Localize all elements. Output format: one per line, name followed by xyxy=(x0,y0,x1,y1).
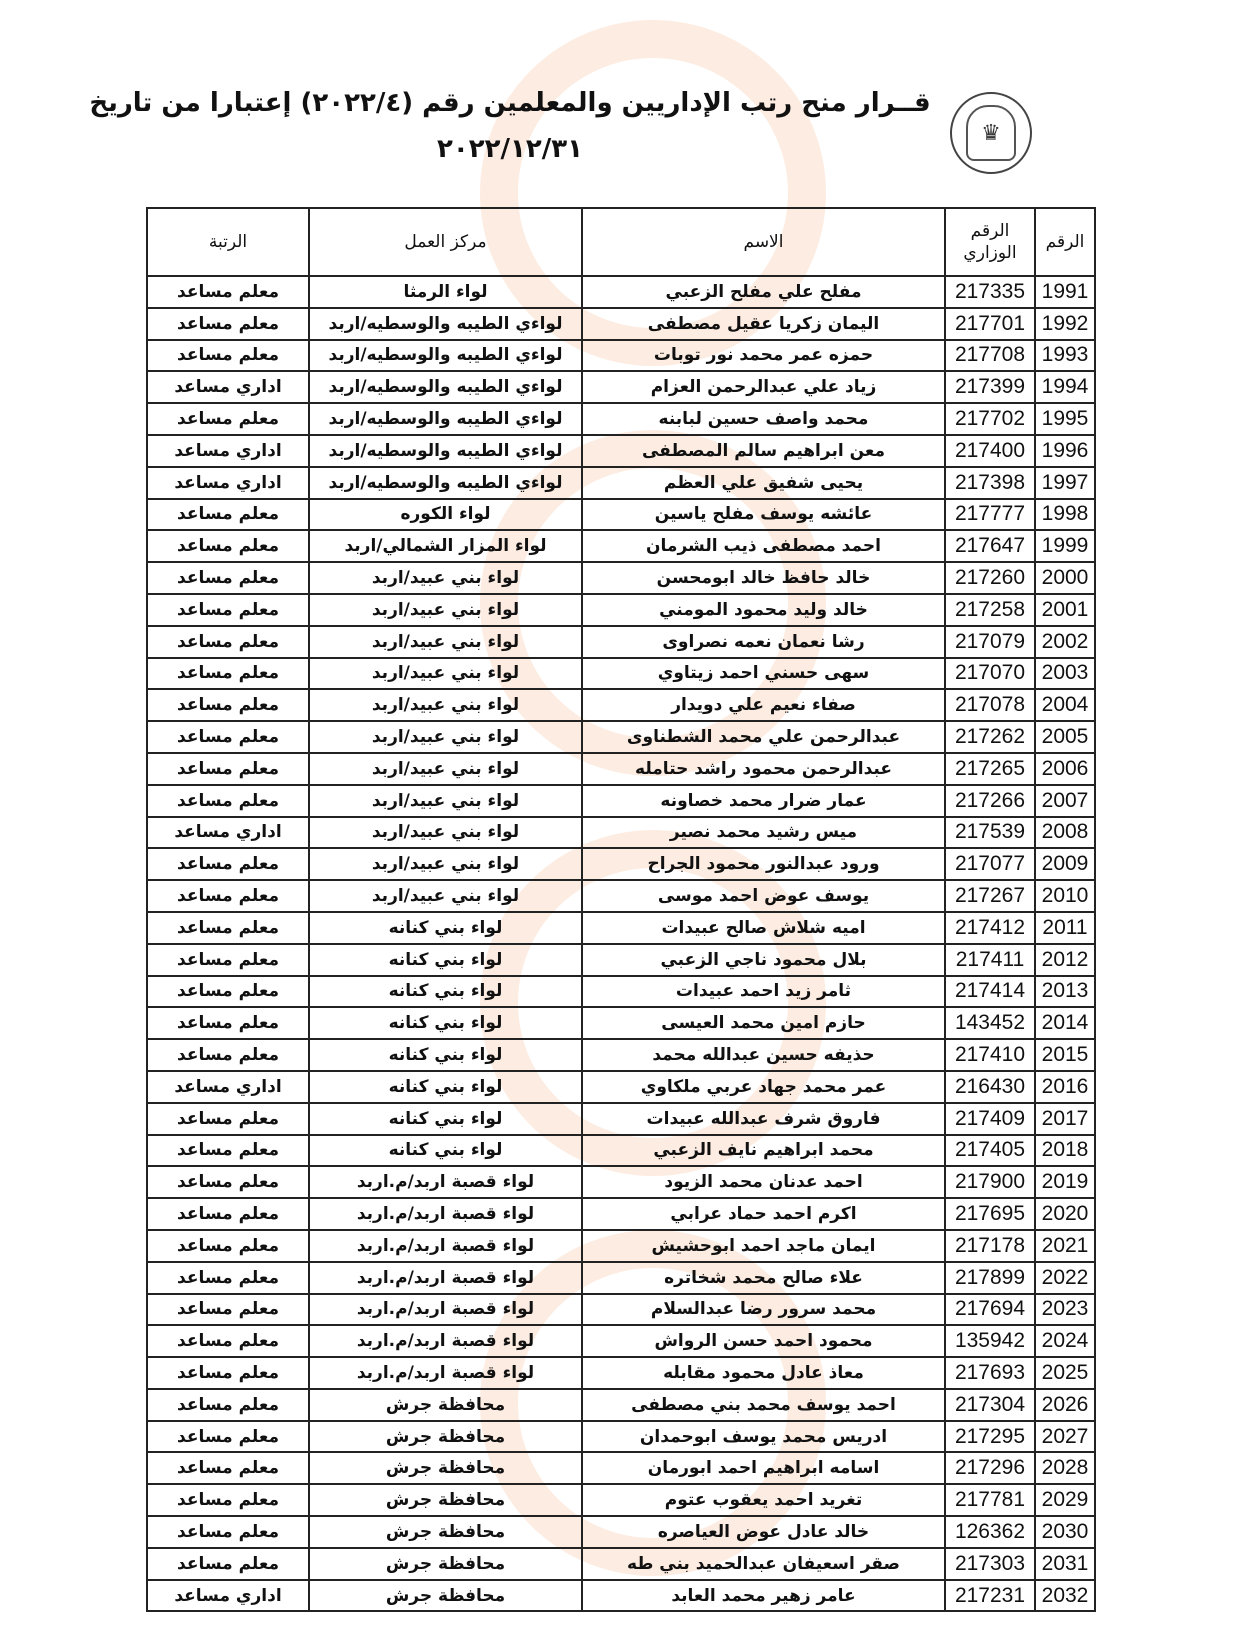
rank: معلم مساعد xyxy=(147,880,309,912)
table-row xyxy=(147,721,1095,753)
workplace: لواءي الطيبه والوسطيه/اربد xyxy=(309,308,582,340)
employee-name: حمزه عمر محمد نور توبات xyxy=(582,340,945,372)
col-header-name: الاسم xyxy=(582,208,945,276)
workplace: لواء بني كنانه xyxy=(309,1135,582,1167)
employee-name: خالد حافظ خالد ابومحسن xyxy=(582,562,945,594)
row-number: 2010 xyxy=(1035,880,1095,912)
rank: اداري مساعد xyxy=(147,1580,309,1612)
rank: معلم مساعد xyxy=(147,785,309,817)
row-number: 2015 xyxy=(1035,1039,1095,1071)
table-row xyxy=(147,1389,1095,1421)
ministry-number: 217399 xyxy=(945,371,1035,403)
workplace: لواءي الطيبه والوسطيه/اربد xyxy=(309,403,582,435)
ministry-number: 216430 xyxy=(945,1071,1035,1103)
row-number: 2020 xyxy=(1035,1198,1095,1230)
table-row xyxy=(147,753,1095,785)
employee-name: عبدالرحمن علي محمد الشطناوى xyxy=(582,721,945,753)
rank: معلم مساعد xyxy=(147,1135,309,1167)
col-header-no: الرقم xyxy=(1035,208,1095,276)
workplace: لواء بني عبيد/اربد xyxy=(309,753,582,785)
employee-name: عمار ضرار محمد خصاونه xyxy=(582,785,945,817)
table-row xyxy=(147,1198,1095,1230)
table-row xyxy=(147,1516,1095,1548)
ministry-number: 217647 xyxy=(945,530,1035,562)
ministry-number: 217411 xyxy=(945,944,1035,976)
col-header-workplace: مركز العمل xyxy=(309,208,582,276)
row-number: 2016 xyxy=(1035,1071,1095,1103)
table-row xyxy=(147,976,1095,1008)
ministry-number: 217267 xyxy=(945,880,1035,912)
rank: اداري مساعد xyxy=(147,371,309,403)
table-row xyxy=(147,435,1095,467)
employee-name: خالد عادل عوض العياصره xyxy=(582,1516,945,1548)
employee-name: اسامه ابراهيم احمد ابورمان xyxy=(582,1452,945,1484)
row-number: 2017 xyxy=(1035,1103,1095,1135)
table-row xyxy=(147,1294,1095,1326)
row-number: 2008 xyxy=(1035,817,1095,849)
workplace: لواءي الطيبه والوسطيه/اربد xyxy=(309,435,582,467)
table-row xyxy=(147,1325,1095,1357)
ministry-number: 126362 xyxy=(945,1516,1035,1548)
rank: معلم مساعد xyxy=(147,340,309,372)
workplace: لواء بني كنانه xyxy=(309,944,582,976)
row-number: 1995 xyxy=(1035,403,1095,435)
employee-name: علاء صالح محمد شخاتره xyxy=(582,1262,945,1294)
workplace: لواء بني عبيد/اربد xyxy=(309,658,582,690)
workplace: لواء بني كنانه xyxy=(309,912,582,944)
document-title: قــرار منح رتب الإداريين والمعلمين رقم (٢٠٢٢/٤) إعتبارا من تاريخ xyxy=(89,88,931,118)
ranks-table xyxy=(146,207,1096,1612)
employee-name: عبدالرحمن محمود راشد حتامله xyxy=(582,753,945,785)
row-number: 2011 xyxy=(1035,912,1095,944)
rank: معلم مساعد xyxy=(147,1262,309,1294)
workplace: لواء قصبة اربد/م.اربد xyxy=(309,1325,582,1357)
workplace: لواء بني كنانه xyxy=(309,1007,582,1039)
row-number: 2024 xyxy=(1035,1325,1095,1357)
row-number: 2028 xyxy=(1035,1452,1095,1484)
row-number: 2018 xyxy=(1035,1135,1095,1167)
rank: معلم مساعد xyxy=(147,1039,309,1071)
ministry-number: 217070 xyxy=(945,658,1035,690)
workplace: لواءي الطيبه والوسطيه/اربد xyxy=(309,340,582,372)
row-number: 2004 xyxy=(1035,689,1095,721)
ministry-number: 217078 xyxy=(945,689,1035,721)
table-row xyxy=(147,562,1095,594)
workplace: لواء بني عبيد/اربد xyxy=(309,880,582,912)
ministry-number: 217258 xyxy=(945,594,1035,626)
employee-name: اميه شلاش صالح عبيدات xyxy=(582,912,945,944)
employee-name: يوسف عوض احمد موسى xyxy=(582,880,945,912)
rank: معلم مساعد xyxy=(147,1548,309,1580)
ministry-number: 217304 xyxy=(945,1389,1035,1421)
table-row xyxy=(147,880,1095,912)
workplace: لواء بني عبيد/اربد xyxy=(309,626,582,658)
workplace: محافظة جرش xyxy=(309,1580,582,1612)
row-number: 1997 xyxy=(1035,467,1095,499)
row-number: 2030 xyxy=(1035,1516,1095,1548)
ministry-number: 217412 xyxy=(945,912,1035,944)
ministry-number: 217899 xyxy=(945,1262,1035,1294)
row-number: 2032 xyxy=(1035,1580,1095,1612)
table-row xyxy=(147,1452,1095,1484)
row-number: 2023 xyxy=(1035,1294,1095,1326)
ministry-number: 217303 xyxy=(945,1548,1035,1580)
table-row xyxy=(147,1421,1095,1453)
employee-name: ايمان ماجد احمد ابوحشيش xyxy=(582,1230,945,1262)
rank: اداري مساعد xyxy=(147,817,309,849)
employee-name: اليمان زكريا عقيل مصطفى xyxy=(582,308,945,340)
employee-name: عائشه يوسف مفلح ياسين xyxy=(582,499,945,531)
rank: معلم مساعد xyxy=(147,530,309,562)
ministry-number: 217694 xyxy=(945,1294,1035,1326)
ministry-number: 217335 xyxy=(945,276,1035,308)
ministry-number: 217079 xyxy=(945,626,1035,658)
table-row xyxy=(147,817,1095,849)
table-header-row xyxy=(147,208,1095,276)
ministry-number: 217702 xyxy=(945,403,1035,435)
table-row xyxy=(147,1262,1095,1294)
col-header-ministry-no: الرقم الوزاري xyxy=(945,208,1035,276)
workplace: محافظة جرش xyxy=(309,1389,582,1421)
rank: معلم مساعد xyxy=(147,1198,309,1230)
rank: معلم مساعد xyxy=(147,1452,309,1484)
table-row xyxy=(147,626,1095,658)
ministry-number: 217260 xyxy=(945,562,1035,594)
col-header-rank: الرتبة xyxy=(147,208,309,276)
employee-name: صقر اسعيفان عبدالحميد بني طه xyxy=(582,1548,945,1580)
rank: معلم مساعد xyxy=(147,976,309,1008)
table-row xyxy=(147,403,1095,435)
workplace: لواء بني كنانه xyxy=(309,1103,582,1135)
workplace: لواء بني عبيد/اربد xyxy=(309,689,582,721)
workplace: لواءي الطيبه والوسطيه/اربد xyxy=(309,467,582,499)
employee-name: محمود احمد حسن الرواش xyxy=(582,1325,945,1357)
ministry-number: 217398 xyxy=(945,467,1035,499)
ministry-number: 217777 xyxy=(945,499,1035,531)
workplace: محافظة جرش xyxy=(309,1421,582,1453)
workplace: لواء قصبة اربد/م.اربد xyxy=(309,1198,582,1230)
workplace: لواء الكوره xyxy=(309,499,582,531)
table-row xyxy=(147,1007,1095,1039)
rank: معلم مساعد xyxy=(147,1389,309,1421)
row-number: 2003 xyxy=(1035,658,1095,690)
table-row xyxy=(147,1484,1095,1516)
ministry-number: 217405 xyxy=(945,1135,1035,1167)
rank: معلم مساعد xyxy=(147,562,309,594)
ministry-number: 135942 xyxy=(945,1325,1035,1357)
employee-name: خالد وليد محمود المومني xyxy=(582,594,945,626)
employee-name: فاروق شرف عبدالله عبيدات xyxy=(582,1103,945,1135)
ministry-number: 143452 xyxy=(945,1007,1035,1039)
ministry-number: 217077 xyxy=(945,848,1035,880)
ministry-number: 217262 xyxy=(945,721,1035,753)
table-row xyxy=(147,1580,1095,1612)
ministry-number: 217410 xyxy=(945,1039,1035,1071)
row-number: 2012 xyxy=(1035,944,1095,976)
rank: معلم مساعد xyxy=(147,721,309,753)
ministry-number: 217296 xyxy=(945,1452,1035,1484)
employee-name: احمد مصطفى ذيب الشرمان xyxy=(582,530,945,562)
rank: معلم مساعد xyxy=(147,689,309,721)
table-row xyxy=(147,1357,1095,1389)
employee-name: حذيفه حسين عبدالله محمد xyxy=(582,1039,945,1071)
table-row xyxy=(147,340,1095,372)
row-number: 2025 xyxy=(1035,1357,1095,1389)
row-number: 1993 xyxy=(1035,340,1095,372)
employee-name: محمد سرور رضا عبدالسلام xyxy=(582,1294,945,1326)
table-row xyxy=(147,1135,1095,1167)
ministry-number: 217265 xyxy=(945,753,1035,785)
row-number: 2006 xyxy=(1035,753,1095,785)
row-number: 2031 xyxy=(1035,1548,1095,1580)
employee-name: عامر زهير محمد العابد xyxy=(582,1580,945,1612)
employee-name: يحيى شفيق علي العظم xyxy=(582,467,945,499)
table-row xyxy=(147,1039,1095,1071)
employee-name: محمد واصف حسين لبابنه xyxy=(582,403,945,435)
table-row xyxy=(147,1071,1095,1103)
employee-name: احمد يوسف محمد بني مصطفى xyxy=(582,1389,945,1421)
workplace: لواء الرمثا xyxy=(309,276,582,308)
employee-name: مفلح علي مفلح الزعبي xyxy=(582,276,945,308)
workplace: لواءي الطيبه والوسطيه/اربد xyxy=(309,371,582,403)
table-row xyxy=(147,689,1095,721)
employee-name: ميس رشيد محمد نصير xyxy=(582,817,945,849)
ministry-number: 217266 xyxy=(945,785,1035,817)
rank: معلم مساعد xyxy=(147,1516,309,1548)
employee-name: معاذ عادل محمود مقابله xyxy=(582,1357,945,1389)
table-row xyxy=(147,1103,1095,1135)
workplace: لواء بني كنانه xyxy=(309,1039,582,1071)
rank: معلم مساعد xyxy=(147,1484,309,1516)
ministry-seal-emblem xyxy=(950,92,1032,174)
employee-name: معن ابراهيم سالم المصطفى xyxy=(582,435,945,467)
ministry-number: 217900 xyxy=(945,1166,1035,1198)
row-number: 1999 xyxy=(1035,530,1095,562)
document-date: ٢٠٢٢/١٢/٣١ xyxy=(437,134,583,164)
row-number: 2002 xyxy=(1035,626,1095,658)
employee-name: اكرم احمد حماد عرابي xyxy=(582,1198,945,1230)
ministry-number: 217400 xyxy=(945,435,1035,467)
row-number: 2014 xyxy=(1035,1007,1095,1039)
ministry-number: 217409 xyxy=(945,1103,1035,1135)
rank: معلم مساعد xyxy=(147,1294,309,1326)
workplace: لواء قصبة اربد/م.اربد xyxy=(309,1357,582,1389)
workplace: لواء قصبة اربد/م.اربد xyxy=(309,1294,582,1326)
employee-name: صفاء نعيم علي دويدار xyxy=(582,689,945,721)
workplace: لواء بني عبيد/اربد xyxy=(309,848,582,880)
table-row xyxy=(147,1230,1095,1262)
table-row xyxy=(147,308,1095,340)
employee-name: حازم امين محمد العيسى xyxy=(582,1007,945,1039)
employee-name: عمر محمد جهاد عربي ملكاوي xyxy=(582,1071,945,1103)
workplace: لواء قصبة اربد/م.اربد xyxy=(309,1262,582,1294)
table-row xyxy=(147,658,1095,690)
table-row xyxy=(147,276,1095,308)
table-row xyxy=(147,594,1095,626)
ministry-number: 217231 xyxy=(945,1580,1035,1612)
workplace: لواء بني عبيد/اربد xyxy=(309,817,582,849)
row-number: 2022 xyxy=(1035,1262,1095,1294)
table-row xyxy=(147,371,1095,403)
rank: معلم مساعد xyxy=(147,626,309,658)
workplace: محافظة جرش xyxy=(309,1484,582,1516)
row-number: 2019 xyxy=(1035,1166,1095,1198)
ministry-number: 217701 xyxy=(945,308,1035,340)
employee-name: محمد ابراهيم نايف الزعبي xyxy=(582,1135,945,1167)
table-row xyxy=(147,848,1095,880)
ministry-number: 217781 xyxy=(945,1484,1035,1516)
rank: معلم مساعد xyxy=(147,658,309,690)
row-number: 2021 xyxy=(1035,1230,1095,1262)
employee-name: ادريس محمد يوسف ابوحمدان xyxy=(582,1421,945,1453)
row-number: 1996 xyxy=(1035,435,1095,467)
row-number: 2029 xyxy=(1035,1484,1095,1516)
rank: معلم مساعد xyxy=(147,594,309,626)
rank: معلم مساعد xyxy=(147,1421,309,1453)
workplace: لواء بني عبيد/اربد xyxy=(309,594,582,626)
ministry-number: 217695 xyxy=(945,1198,1035,1230)
crown-icon: ♛ xyxy=(966,105,1016,161)
ministry-number: 217414 xyxy=(945,976,1035,1008)
row-number: 2009 xyxy=(1035,848,1095,880)
employee-name: بلال محمود ناجي الزعبي xyxy=(582,944,945,976)
rank: معلم مساعد xyxy=(147,753,309,785)
row-number: 2001 xyxy=(1035,594,1095,626)
row-number: 2000 xyxy=(1035,562,1095,594)
employee-name: تغريد احمد يعقوب عتوم xyxy=(582,1484,945,1516)
row-number: 1994 xyxy=(1035,371,1095,403)
rank: اداري مساعد xyxy=(147,467,309,499)
table-row xyxy=(147,499,1095,531)
workplace: لواء بني عبيد/اربد xyxy=(309,562,582,594)
workplace: لواء بني عبيد/اربد xyxy=(309,721,582,753)
rank: معلم مساعد xyxy=(147,1166,309,1198)
rank: اداري مساعد xyxy=(147,435,309,467)
rank: معلم مساعد xyxy=(147,848,309,880)
workplace: لواء بني كنانه xyxy=(309,976,582,1008)
workplace: محافظة جرش xyxy=(309,1452,582,1484)
row-number: 2013 xyxy=(1035,976,1095,1008)
rank: معلم مساعد xyxy=(147,1325,309,1357)
ministry-number: 217539 xyxy=(945,817,1035,849)
workplace: محافظة جرش xyxy=(309,1548,582,1580)
employee-name: رشا نعمان نعمه نصراوى xyxy=(582,626,945,658)
workplace: لواء بني كنانه xyxy=(309,1071,582,1103)
employee-name: سهى حسني احمد زيتاوي xyxy=(582,658,945,690)
workplace: لواء قصبة اربد/م.اربد xyxy=(309,1166,582,1198)
row-number: 2026 xyxy=(1035,1389,1095,1421)
ministry-number: 217708 xyxy=(945,340,1035,372)
table-row xyxy=(147,1548,1095,1580)
row-number: 2007 xyxy=(1035,785,1095,817)
employee-name: ثامر زيد احمد عبيدات xyxy=(582,976,945,1008)
rank: معلم مساعد xyxy=(147,1007,309,1039)
employee-name: ورود عبدالنور محمود الجراح xyxy=(582,848,945,880)
rank: معلم مساعد xyxy=(147,912,309,944)
rank: معلم مساعد xyxy=(147,1103,309,1135)
ministry-number: 217178 xyxy=(945,1230,1035,1262)
workplace: محافظة جرش xyxy=(309,1516,582,1548)
row-number: 2027 xyxy=(1035,1421,1095,1453)
workplace: لواء المزار الشمالي/اربد xyxy=(309,530,582,562)
table-row xyxy=(147,944,1095,976)
workplace: لواء قصبة اربد/م.اربد xyxy=(309,1230,582,1262)
rank: معلم مساعد xyxy=(147,944,309,976)
ministry-number: 217693 xyxy=(945,1357,1035,1389)
row-number: 1992 xyxy=(1035,308,1095,340)
employee-name: زياد علي عبدالرحمن العزام xyxy=(582,371,945,403)
table-row xyxy=(147,1166,1095,1198)
table-row xyxy=(147,467,1095,499)
row-number: 2005 xyxy=(1035,721,1095,753)
table-row xyxy=(147,912,1095,944)
rank: معلم مساعد xyxy=(147,403,309,435)
row-number: 1991 xyxy=(1035,276,1095,308)
rank: معلم مساعد xyxy=(147,276,309,308)
employee-name: احمد عدنان محمد الزيود xyxy=(582,1166,945,1198)
rank: معلم مساعد xyxy=(147,308,309,340)
ministry-number: 217295 xyxy=(945,1421,1035,1453)
row-number: 1998 xyxy=(1035,499,1095,531)
rank: معلم مساعد xyxy=(147,1230,309,1262)
table-row xyxy=(147,785,1095,817)
table-row xyxy=(147,530,1095,562)
workplace: لواء بني عبيد/اربد xyxy=(309,785,582,817)
rank: معلم مساعد xyxy=(147,499,309,531)
rank: معلم مساعد xyxy=(147,1357,309,1389)
rank: اداري مساعد xyxy=(147,1071,309,1103)
